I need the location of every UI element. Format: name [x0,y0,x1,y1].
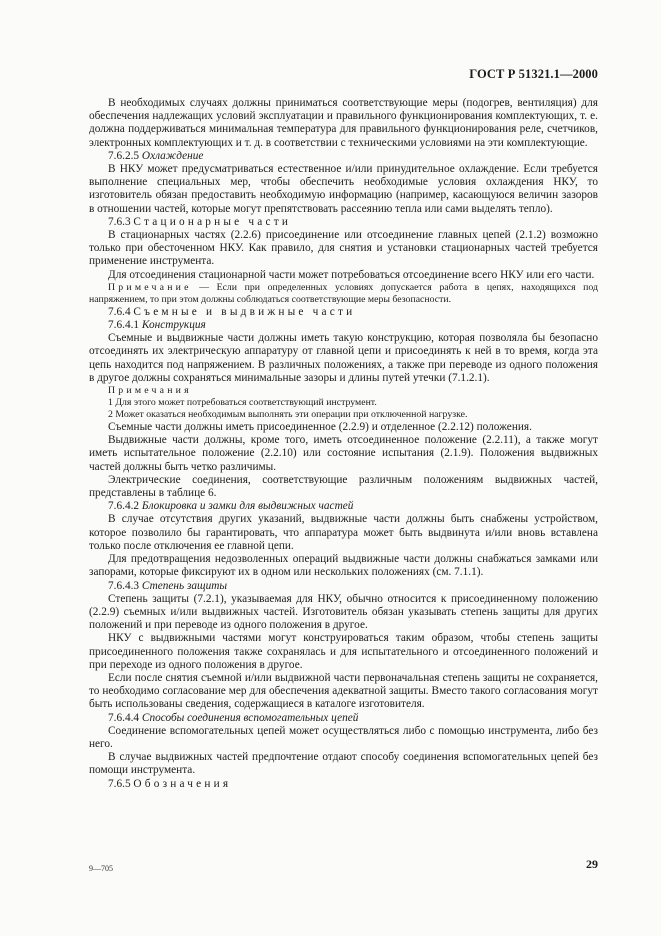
section-number: 7.6.4.4 [108,711,140,724]
section-number: 7.6.3 [108,215,131,228]
note-item: 2 Может оказаться необходимым выполнять эти операции при отключенной нагрузке. [108,409,468,421]
paragraph: Для предотвращения недозволенных операций выдвижные части должны снабжаться замками или запорами, которые фиксируют их в одном или нескольких положениях (см. 7.1.1). [89,553,598,579]
section-title: Съемные и выдвижные части [133,305,356,318]
section-title: Степень защиты [141,579,228,592]
section-title: Блокировка и замки для выдвижных частей [141,500,354,513]
section-heading-7-6-4-2 [89,500,598,513]
paragraph: В необходимых случаях должны приниматься соответствующие меры (подогрев, вентиляция) для обеспечения надлежащих условий эксплуатации и правильного функционирования комплектующих, т. е. должна поддерживаться минимальная температура для правильного функционирования реле, счетчиков, электронных комплектующих и т. д. в соответствии с техническими условиями на эти комплектующие. [89,97,598,149]
note-text: — Если при определенных условиях допускается работа в цепях, находящихся под напряжением, то при этом должны соблюдаться соответствующие меры безопасности. [89,281,598,305]
note-item: 1 Для этого может потребоваться соответствующий инструмент. [108,397,377,409]
paragraph: Для отсоединения стационарной части может потребоваться отсоединение всего НКУ или его части. [108,268,595,281]
notes-label: Примечания [108,385,192,397]
section-title: Конструкция [141,319,206,332]
paragraph: В НКУ может предусматриваться естественное и/или принудительное охлаждение. Если требуется выполнение специальных мер, чтобы обеспечить необходимые условия охлаждения НКУ, то изготовитель обязан предоставить необходимую информацию (например, касающуюся величин зазоров в отношении частей, которые могут препятствовать рассеянию тепла или сами выделять тепло). [89,163,598,215]
note [89,282,598,306]
paragraph: Съемные части должны иметь присоединенное (2.2.9) и отделенное (2.2.12) положения. [108,421,532,434]
notes-heading [89,385,598,397]
section-heading-7-6-5 [89,778,598,791]
section-number: 7.6.5 [108,777,131,790]
section-heading-7-6-4-4 [89,712,598,725]
page-body [89,97,598,791]
paragraph: В случае выдвижных частей предпочтение отдают способу соединения вспомогательных цепей без помощи инструмента. [89,751,598,777]
section-number: 7.6.4.2 [108,500,140,513]
paragraph: В случае отсутствия других указаний, выдвижные части должны быть снабжены устройством, которое позволило бы гарантировать, что аппаратура может быть выдвинута и/или вновь вставлена только после отключения ее главной цепи. [89,513,598,552]
section-number: 7.6.4.1 [108,319,140,332]
paragraph: Степень защиты (7.2.1), указываемая для НКУ, обычно относится к присоединенному положению (2.2.9) съемных и/или выдвижных частей. Изготовитель обязан указывать степень защиты для других положений и при переводе из одного положения в другое. [89,592,598,632]
paragraph: В стационарных частях (2.2.6) присоединение или отсоединение главных цепей (2.1.2) возможно только при обесточенном НКУ. Как правило, для снятия и установки стационарных частей требуется применение инструмента. [89,229,598,268]
section-title: Способы соединения вспомогательных цепей [141,711,359,724]
paragraph: НКУ с выдвижными частями могут конструироваться таким образом, чтобы степень защиты присоединенного положения также сохранялась и для испытательного и отсоединенного положений и при переходе из одного положения в другое. [89,632,598,671]
document-code-header: ГОСТ Р 51321.1—2000 [469,67,598,81]
section-title: Охлаждение [141,149,204,162]
paragraph: Съемные и выдвижные части должны иметь такую конструкцию, которая позволяла бы безопасно отсоединять их электрическую аппаратуру от главной цепи и присоединять к ней в то время, когда эта цепь находится под напряжением. В различных положениях, а также при переводе из одного положения в другое должны сохраняться минимальные зазоры и длины путей утечки (7.1.2.1). [89,332,598,384]
footer-sheet-mark: 9—705 [89,864,113,873]
section-heading-7-6-4-3 [89,580,598,593]
paragraph: Соединение вспомогательных цепей может осуществляться либо с помощью инструмента, либо без него. [89,724,598,750]
page-number: 29 [586,857,598,871]
section-heading-7-6-3 [89,216,598,229]
section-heading-7-6-4-1 [89,319,598,332]
section-number: 7.6.4 [108,305,131,318]
section-title: Обозначения [133,777,232,790]
section-heading-7-6-2-5 [89,150,598,163]
paragraph: Электрические соединения, соответствующие различным положениям выдвижных частей, представлены в таблице 6. [89,473,598,500]
paragraph: Если после снятия съемной и/или выдвижной части первоначальная степень защиты не сохраняется, то необходимо согласование мер для обеспечения адекватной защиты. Вместо такого согласования могут быть использованы сведения, содержащиеся в каталоге изготовителя. [89,671,598,711]
section-title: Стационарные части [133,215,292,228]
paragraph: Выдвижные части должны, кроме того, иметь отсоединенное положение (2.2.11), а также могут иметь испытательное положение (2.2.10) или состояние испытания (2.1.9). Положения выдвижных частей должны быть четко различимы. [89,434,598,473]
section-heading-7-6-4 [89,306,598,319]
note-label: Примечание [108,281,192,293]
section-number: 7.6.2.5 [108,149,140,162]
section-number: 7.6.4.3 [108,579,140,592]
